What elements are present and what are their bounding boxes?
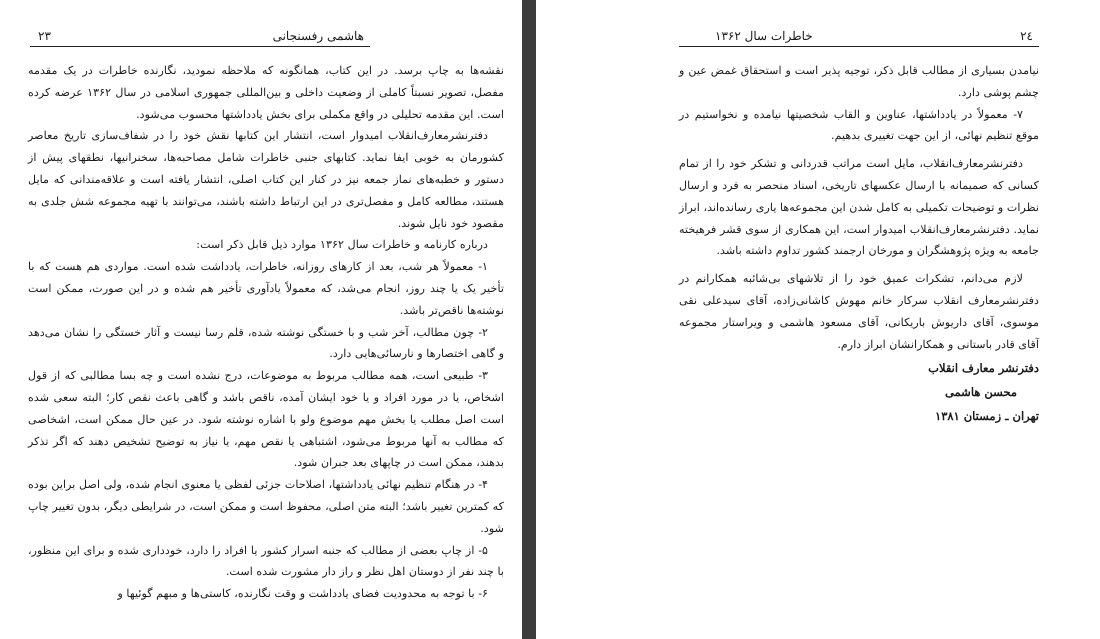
left-page-body bbox=[28, 60, 504, 605]
paragraph: نیامدن بسیاری از مطالب قابل ذکر، توجیه پذیر است و استحقاق غمض عین و چشم پوشی دارد. bbox=[679, 64, 1039, 99]
right-page bbox=[536, 0, 1100, 639]
right-page-number: ۲٤ bbox=[1020, 29, 1033, 43]
paragraph: ۵- از چاپ بعضی از مطالب که جنبه اسرار کشور یا افراد را دارد، خودداری شده و برای این منظور، با چند نفر از دوستان اهل نظر و راز دار مشورت شده است. bbox=[28, 543, 504, 579]
paragraph: دفترنشرمعارف‌انقلاب امیدوار است، انتشار این کتابها نقش خود را در شفاف‌سازی تاریخ معاصر کشورمان به خوبی ایفا نماید. کتابهای جنبی خاطرات شامل مصاحبه‌ها، سخنرانیها، نطقهای پیش از دستور و خطبه‌های نماز جمعه نیز در کنار این کتاب اصلی، انتشار یافته است و علاقه‌مندانی که مایل هستند، مطالعه کامل و مفصل‌تری در این ارتباط داشته باشند، می‌توانند با تهیه مجموعه شش جلدی به مقصود خود نایل شوند. bbox=[28, 129, 504, 230]
paragraph: ۷- معمولاً در یادداشتها، عناوین و القاب شخصیتها نیامده و نخواستیم در موقع تنظیم نهائی، از این جهت تغییری بدهیم. bbox=[679, 107, 1039, 143]
left-page bbox=[0, 0, 522, 639]
signature-name: محسن هاشمی bbox=[944, 385, 1017, 399]
signature-place-date: تهران ـ زمستان ۱۳۸۱ bbox=[935, 409, 1039, 423]
left-page-header bbox=[30, 26, 370, 47]
book-gutter bbox=[522, 0, 536, 639]
paragraph: ۶- با توجه به محدودیت فضای یادداشت و وقت نگارنده، کاستی‌ها و مبهم گوئیها و bbox=[117, 587, 488, 601]
right-page-header-title: خاطرات سال ۱۳۶۲ bbox=[715, 29, 813, 43]
left-page-number: ۲۳ bbox=[38, 29, 51, 43]
right-page-body bbox=[679, 60, 1039, 355]
right-page-header bbox=[679, 26, 1039, 47]
paragraph: لازم می‌دانم، تشکرات عمیق خود را از تلاشهای بی‌شائبه همکارانم در دفترنشرمعارف انقلاب سرکار خانم مهوش کاشانی‌زاده، آقای سیدعلی نقی موسوی، آقای داریوش باریکانی، آقای مسعود هاشمی و ویراستار مجموعه آقای قادر باستانی و همکارانشان ابراز دارم. bbox=[679, 272, 1039, 351]
paragraph: ۲- چون مطالب، آخر شب و با خستگی نوشته شده، قلم رسا نیست و آثار خستگی را نشان می‌دهد و گاهی اختصارها و نارسائی‌هایی دارد. bbox=[28, 325, 504, 361]
signature-org: دفترنشر معارف انقلاب bbox=[928, 361, 1039, 375]
paragraph: نقشه‌ها به چاپ برسد. در این کتاب، همانگونه که ملاحظه نمودید، نگارنده خاطرات در یک مقدمه مفصل، تصویر نسبتاً کاملی از وضعیت داخلی و بین‌المللی جمهوری اسلامی در سال ۱۳۶۲ عرضه کرده است. این مقدمه تحلیلی در واقع مکملی برای بخش یادداشتها محسوب می‌شود. bbox=[28, 64, 504, 121]
signature-block bbox=[679, 356, 1039, 428]
paragraph: ۴- در هنگام تنظیم نهائی یادداشتها، اصلاحات جزئی لفظی یا معنوی انجام شده، ولی اصل براین بوده که کمترین تغییر باشد؛ البته متن اصلی، محفوظ است و ممکن است، در شرایطی دیگر، بدون تغییر چاپ شود. bbox=[28, 478, 504, 535]
paragraph: دفترنشرمعارف‌انقلاب، مایل است مراتب قدردانی و تشکر خود را از تمام کسانی که صمیمانه با ارسال عکسهای تاریخی، اسناد منحصر به فرد و ارسال نظرات و توضیحات تکمیلی به کامل شدن این مجموعه‌ها یاری رسانده‌اند، ابراز نماید. دفترنشرمعارف‌انقلاب امیدوار است، این همکاری از سوی قشر فرهیخته جامعه به ویژه پژوهشگران و مورخان ارجمند کشور تداوم داشته باشد. bbox=[679, 157, 1039, 258]
paragraph: ۱- معمولاً هر شب، بعد از کارهای روزانه، خاطرات، یادداشت شده است. مواردی هم هست که با تأخیر یک یا چند روز، انجام می‌شد، که معمولاً یادآوری تأخیر هم شده و در این صورت، ممکن است نوشته‌ها ناقص‌تر باشد. bbox=[28, 260, 504, 317]
paragraph: ۳- طبیعی است، همه مطالب مربوط به موضوعات، درج نشده است و چه بسا مطالبی که از قول اشخاص، یا در مورد افراد و یا خود ایشان آمده، ناقص باشد و گاهی باعث نقص کار؛ البته سعی شده است اصل مطلب یا بخش مهم موضوع ولو با اشاره نوشته شود. در عین حال ممکن است، اشخاصی که مطالب به آنها مربوط می‌شود، اشتباهی یا نقص مهم، یا نیاز به توضیح تشخیص دهند که اگر تذکر بدهند، ممکن است در چاپهای بعد جبران شود. bbox=[28, 369, 504, 470]
paragraph: درباره کارنامه و خاطرات سال ۱۳۶۲ موارد ذیل قابل ذکر است: bbox=[196, 238, 488, 252]
left-page-header-title: هاشمی رفسنجانی bbox=[272, 29, 364, 43]
